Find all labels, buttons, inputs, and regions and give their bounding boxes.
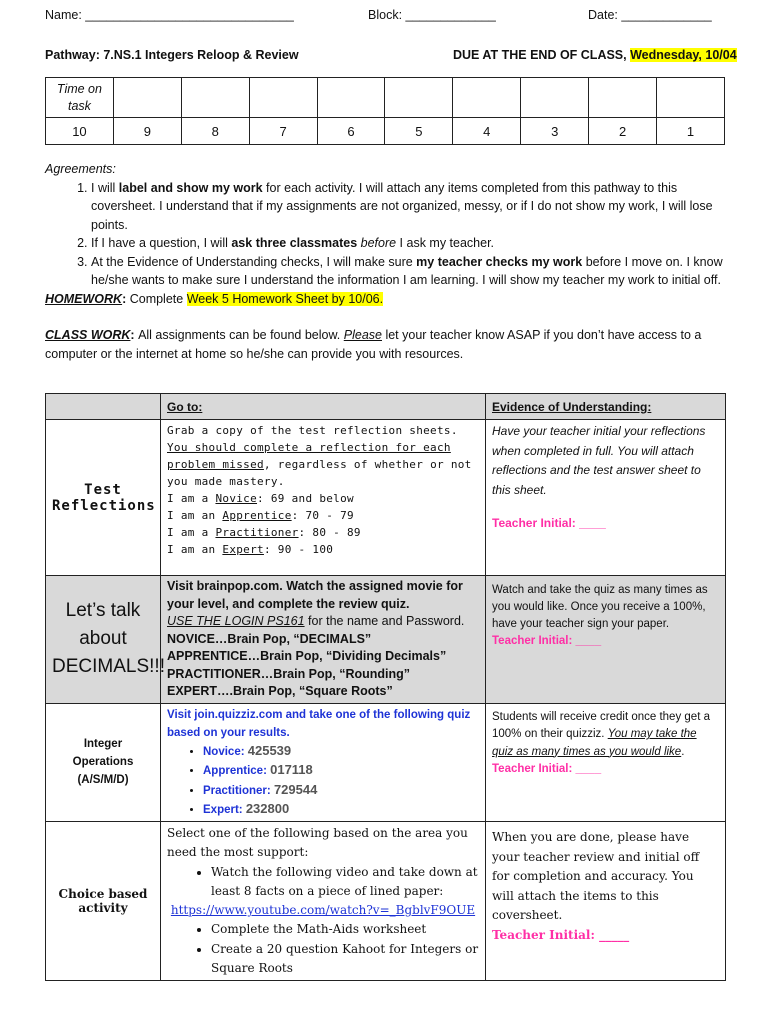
block-field[interactable]: Block: _____________ [368, 8, 496, 22]
evidence-text: Watch and take the quiz as many times as you would like. Once you receive a 100%, have your teacher sign your paper. [492, 584, 708, 630]
time-cell[interactable] [521, 78, 589, 118]
agreement-text: for each activity. I will attach any items completed from this pathway to this coversheet. I understand that if my assignments are not organized, messy, or if I do not show my work, I will lose points. [91, 180, 713, 232]
agreement-emphasis: label and show my work [118, 180, 263, 195]
agreement-text: I will [91, 180, 119, 195]
score-cell: 5 [385, 118, 453, 145]
name-field[interactable]: Name: ______________________________ [45, 8, 294, 22]
homework-line: HOMEWORK: Complete Week 5 Homework Sheet by 10/06. [45, 291, 384, 306]
level-name: Practitioner [215, 526, 299, 539]
table-row [46, 822, 726, 981]
score-cell: 6 [317, 118, 385, 145]
time-cell[interactable] [453, 78, 521, 118]
goto-underlined: You should complete a reflection for each problem missed [167, 441, 451, 471]
agreement-emphasis: ask three classmates [231, 236, 358, 250]
goto-text: Visit join.quizziz.com and take one of the following quiz based on your results. [167, 708, 471, 739]
agreement-text: At the Evidence of Understanding checks, I will make sure [91, 254, 417, 269]
quiz-level: Novice: [203, 746, 245, 759]
time-cell[interactable] [249, 78, 317, 118]
quiz-code-item [203, 761, 479, 780]
evidence-text: Have your teacher initial your reflections when completed in full. You will attach reflections and the test answer sheet to this sheet. [492, 424, 706, 497]
teacher-initial[interactable]: Teacher Initial: ____ [492, 516, 606, 530]
due-prefix: DUE AT THE END OF CLASS, [453, 48, 627, 62]
quiz-code-item [203, 742, 479, 761]
row-title-choice-activity: Choice based activity [46, 822, 161, 981]
classwork-please: Please [343, 328, 382, 342]
classwork-text: let your teacher know ASAP if you don’t have access to a computer or the internet at home so he/she can provide you with resources. [45, 328, 702, 361]
row-goto-cell [161, 822, 486, 981]
choice-item [211, 920, 479, 939]
teacher-initial[interactable]: Teacher Initial: ____ [492, 635, 602, 647]
level-assignment: NOVICE…Brain Pop, “DECIMALS” [167, 631, 372, 646]
row-evidence-cell [486, 822, 726, 981]
pathway-title: Pathway: 7.NS.1 Integers Reloop & Review [45, 48, 299, 62]
level-range: : 80 - 89 [298, 526, 361, 539]
agreements-title: Agreements: [45, 162, 116, 176]
goto-text: Grab a copy of the test reflection sheets. [167, 424, 458, 437]
choice-item [211, 940, 479, 978]
level-range: : 90 - 100 [263, 543, 334, 556]
choice-text: Create a 20 question Kahoot for Integers or Square Roots [211, 941, 479, 975]
quiz-code: 017118 [270, 762, 313, 778]
classwork-label: CLASS WORK [45, 328, 131, 342]
goto-text: Select one of the following based on the area you need the most support: [167, 826, 468, 860]
time-cell[interactable] [657, 78, 725, 118]
classwork-paragraph: CLASS WORK: All assignments can be found below. Please let your teacher know ASAP if you don’t have access to a computer or the internet at home so he/she can provide you with resources. [45, 328, 702, 361]
quiz-level: Practitioner: [203, 784, 271, 797]
login-text: USE THE LOGIN PS161 [167, 614, 305, 628]
table-row [46, 703, 726, 822]
homework-text: Complete [129, 291, 187, 306]
row-title-decimals: Let’s talk about DECIMALS!!! [46, 576, 161, 704]
level-name: Apprentice [222, 509, 292, 522]
activity-table [45, 393, 726, 981]
time-cell[interactable] [317, 78, 385, 118]
evidence-header: Evidence of Understanding: [486, 394, 726, 420]
level-assignment: PRACTITIONER…Brain Pop, “Rounding” [167, 666, 411, 681]
agreement-text: before I move on. I know he/she wants to make sure I understand the information I am learning. I will show my teacher my work to initial off. [91, 254, 723, 287]
row-title-integer-operations: Integer Operations (A/S/M/D) [46, 703, 161, 822]
evidence-underlined: You may take the quiz as many times as you would like [492, 728, 697, 758]
time-on-task-table [45, 77, 725, 145]
time-cell[interactable] [181, 78, 249, 118]
time-cell[interactable] [113, 78, 181, 118]
row-evidence-cell [486, 703, 726, 822]
evidence-text: When you are done, please have your teacher review and initial off for completion and accuracy. You will attach the items to this coversheet. [492, 830, 700, 923]
agreement-item [91, 253, 725, 290]
due-line [453, 48, 737, 62]
row-title-test-reflections: Test Reflections [46, 420, 161, 576]
agreement-emphasis: my teacher checks my work [416, 254, 583, 269]
due-date: Wednesday, 10/04 [630, 48, 737, 62]
score-cell: 3 [521, 118, 589, 145]
goto-text: Visit brainpop.com. Watch the assigned movie for your level, and complete the review quiz. [167, 579, 463, 611]
goto-text: for the name and Password. [304, 614, 465, 628]
quiz-code: 729544 [273, 781, 318, 797]
time-on-task-label: Time on task [46, 78, 114, 118]
agreement-text: If I have a question, I will [91, 236, 232, 250]
level-range: : 69 and below [257, 492, 354, 505]
teacher-initial[interactable]: Teacher Initial: _____ [492, 927, 630, 942]
score-cell: 2 [589, 118, 657, 145]
level-text: I am an [167, 543, 223, 556]
score-cell: 4 [453, 118, 521, 145]
score-cell: 1 [657, 118, 725, 145]
level-name: Novice [215, 492, 258, 505]
row-evidence-cell [486, 420, 726, 576]
evidence-text: . [681, 745, 685, 758]
quiz-code-item [203, 800, 479, 819]
agreement-italic: before [360, 236, 397, 250]
choice-list [167, 920, 479, 978]
score-cell: 8 [181, 118, 249, 145]
quiz-code: 425539 [247, 743, 292, 759]
choice-item [211, 863, 479, 901]
table-row [46, 420, 726, 576]
level-text: I am a [167, 492, 216, 505]
row-evidence-cell [486, 576, 726, 704]
quiz-code-list [167, 742, 479, 819]
agreement-item [91, 234, 725, 253]
goto-text: , regardless of whether or not you made mastery. [167, 458, 472, 488]
homework-highlight: Week 5 Homework Sheet by 10/06. [186, 291, 384, 306]
time-cell[interactable] [589, 78, 657, 118]
teacher-initial[interactable]: Teacher Initial: ____ [492, 763, 602, 775]
time-cell[interactable] [385, 78, 453, 118]
score-cell: 10 [46, 118, 114, 145]
quiz-code: 232800 [245, 800, 290, 816]
agreements-section [45, 160, 725, 363]
table-row [46, 576, 726, 704]
choice-text: Complete the Math-Aids worksheet [211, 922, 427, 937]
agreements-list [45, 179, 725, 290]
level-text: I am an [167, 509, 223, 522]
choice-list [167, 863, 479, 901]
goto-header: Go to: [161, 394, 486, 420]
row-goto-cell [161, 703, 486, 822]
quiz-level: Expert: [203, 803, 243, 816]
level-range: : 70 - 79 [291, 509, 354, 522]
level-text: I am a [167, 526, 216, 539]
score-cell: 7 [249, 118, 317, 145]
agreement-text: I ask my teacher. [396, 236, 495, 250]
score-cell: 9 [113, 118, 181, 145]
level-assignment: EXPERT….Brain Pop, “Square Roots” [167, 684, 393, 698]
table-corner [46, 394, 161, 420]
homework-label: HOMEWORK [45, 291, 123, 306]
row-goto-cell [161, 420, 486, 576]
quiz-level: Apprentice: [203, 765, 267, 778]
evidence-text: Students will receive credit once they get a 100% on their quizziz. [492, 710, 710, 740]
agreement-item [91, 179, 725, 235]
date-field[interactable]: Date: _____________ [588, 8, 712, 22]
level-assignment: APPRENTICE…Brain Pop, “Dividing Decimals” [167, 649, 447, 663]
level-name: Expert [222, 543, 264, 556]
row-goto-cell [161, 576, 486, 704]
classwork-text: All assignments can be found below. [138, 328, 344, 342]
youtube-link[interactable]: https://www.youtube.com/watch?v=_BgblvF9OUE [170, 903, 476, 918]
choice-text: Watch the following video and take down at least 8 facts on a piece of lined paper: [211, 864, 478, 898]
quiz-code-item [203, 781, 479, 800]
